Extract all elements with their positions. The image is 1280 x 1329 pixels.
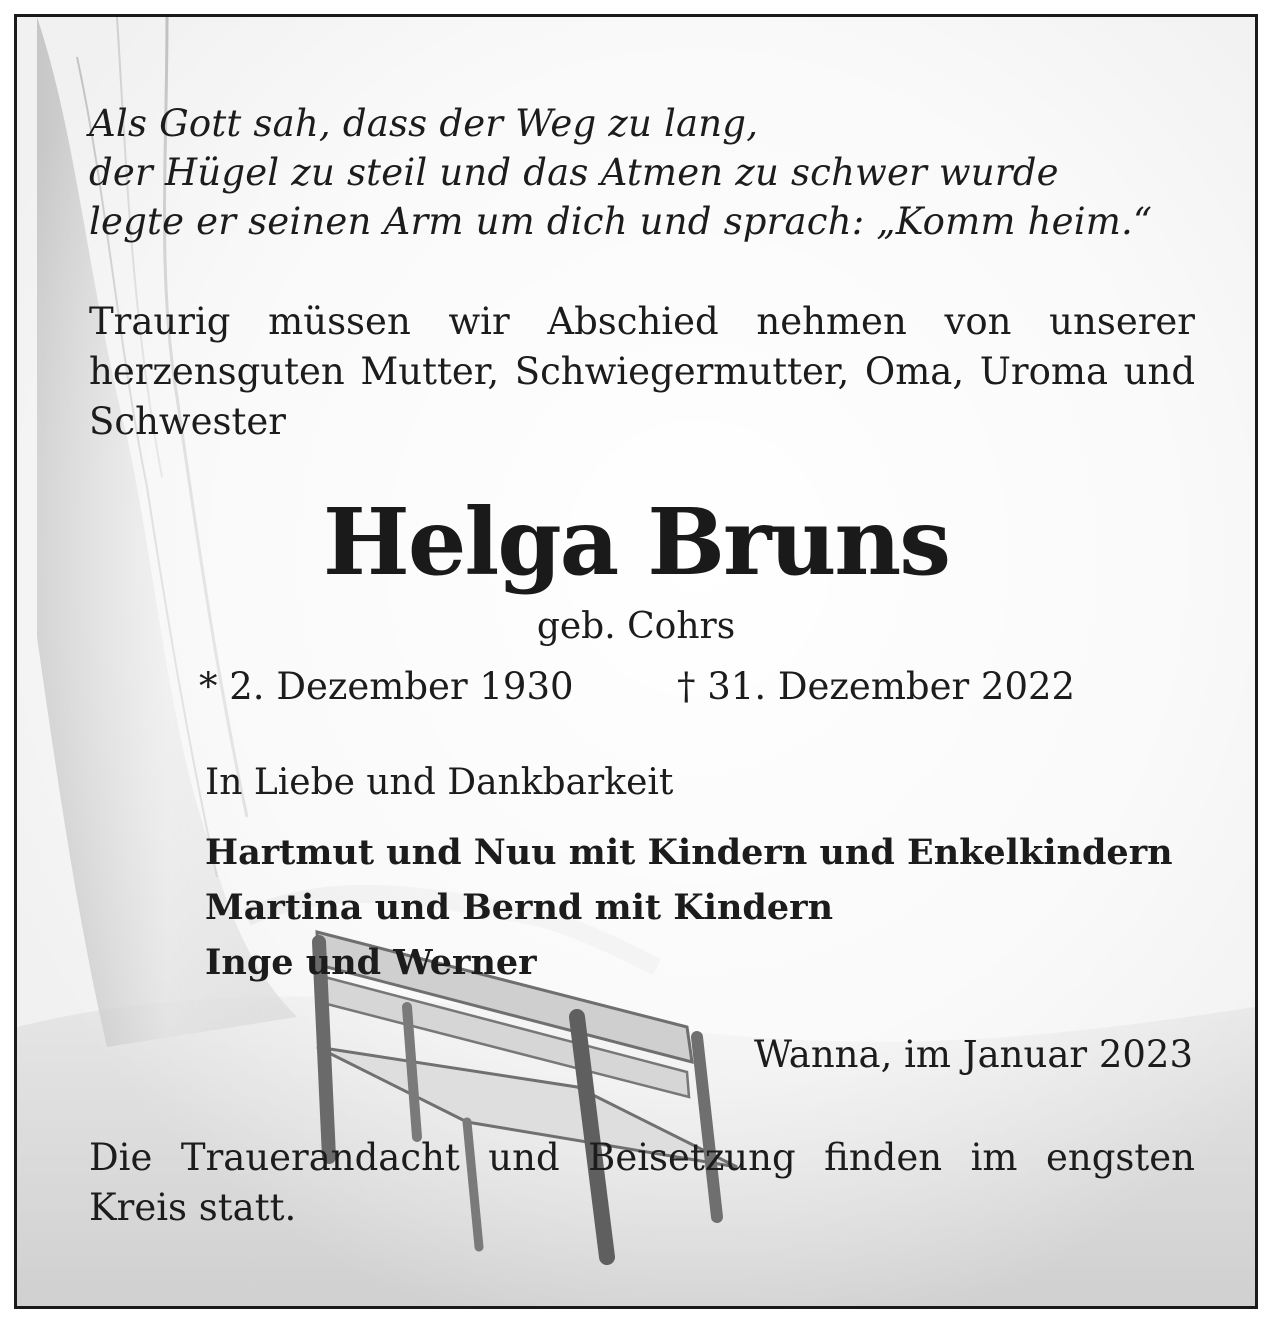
intro-text: Traurig müssen wir Abschied nehmen von unserer herzensguten Mutter, Schwiegermutter, Oma, Uroma und Schwester: [89, 300, 1195, 443]
mourner-entry: Inge und Werner: [205, 942, 537, 983]
mourners-heading: In Liebe und Dankbarkeit: [205, 762, 674, 803]
obituary-notice: [14, 14, 1258, 1309]
poem: [89, 99, 1195, 246]
place-date: Wanna, im Januar 2023: [753, 1033, 1193, 1076]
poem-line: der Hügel zu steil und das Atmen zu schwer wurde: [89, 151, 1059, 194]
mourner-entry: Martina und Bernd mit Kindern: [205, 887, 834, 928]
mourners-list: [205, 825, 1173, 990]
maiden-name: geb. Cohrs: [536, 606, 736, 647]
funeral-note: Die Trauerandacht und Beisetzung finden im engsten Kreis statt.: [89, 1136, 1195, 1229]
poem-line: legte er seinen Arm um dich und sprach: „Komm heim.“: [89, 200, 1153, 243]
death-date: † 31. Dezember 2022: [677, 665, 1076, 708]
mourner-entry: Hartmut und Nuu mit Kindern und Enkelkindern: [205, 832, 1173, 873]
poem-line: Als Gott sah, dass der Weg zu lang,: [89, 102, 759, 145]
deceased-name: Helga Bruns: [322, 488, 950, 596]
birth-date: * 2. Dezember 1930: [199, 665, 574, 708]
